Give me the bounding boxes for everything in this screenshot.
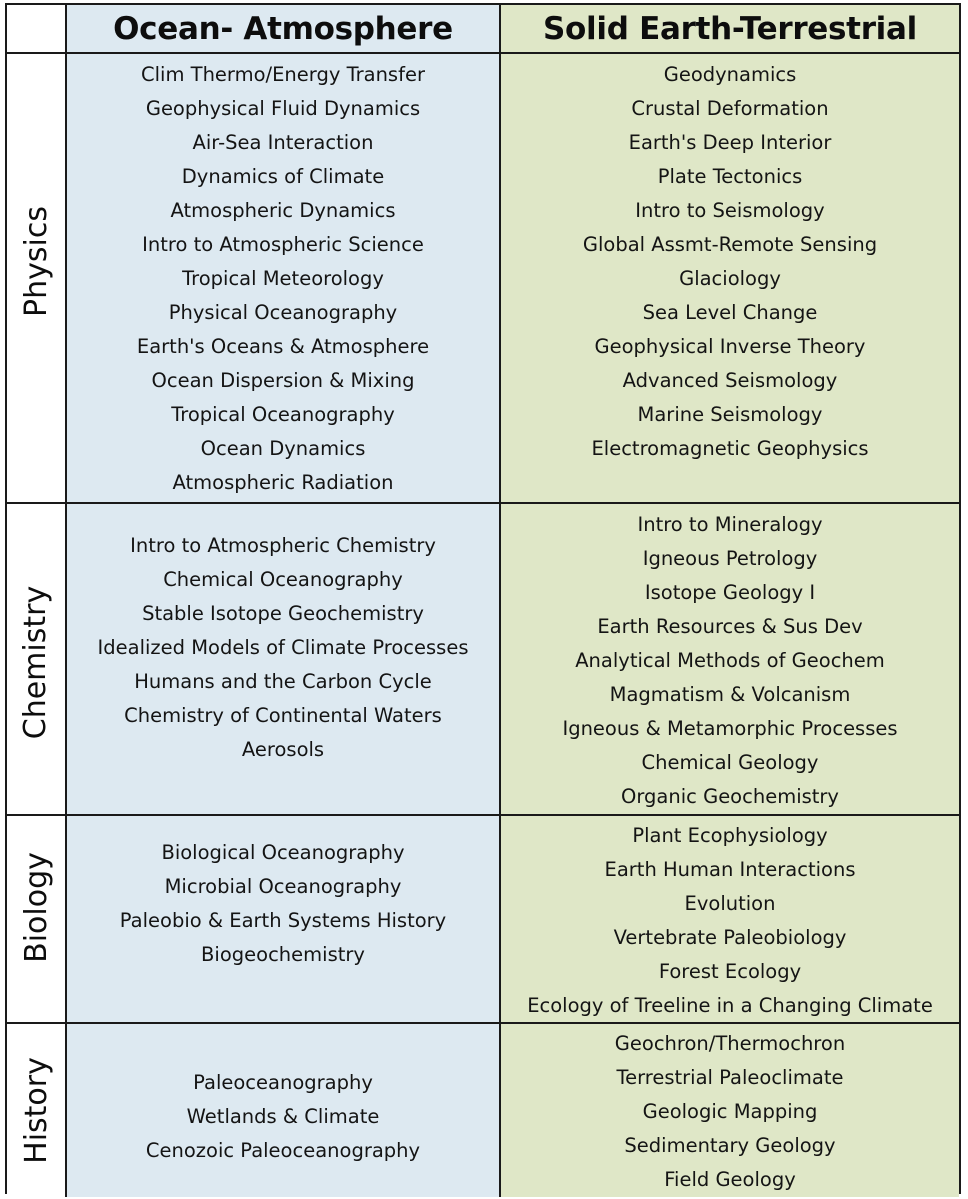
row-label-chemistry	[7, 504, 67, 816]
course-item: Sea Level Change	[642, 301, 818, 324]
history-ocean-courses	[67, 1024, 501, 1197]
course-item: Cenozoic Paleoceanography	[145, 1138, 421, 1162]
course-item: Wetlands & Climate	[186, 1104, 380, 1128]
course-item: Organic Geochemistry	[621, 785, 839, 808]
course-item: Electromagnetic Geophysics	[591, 437, 869, 460]
course-item: Geochron/Thermochron	[614, 1032, 846, 1055]
course-item: Isotope Geology I	[644, 581, 816, 604]
course-item: Plate Tectonics	[657, 165, 803, 188]
course-item: Igneous Petrology	[642, 547, 818, 570]
course-item: Paleobio & Earth Systems History	[119, 909, 447, 932]
course-item: Plant Ecophysiology	[632, 824, 828, 847]
course-item: Geophysical Inverse Theory	[594, 335, 866, 358]
course-item: Physical Oceanography	[168, 301, 398, 324]
header-ocean-atmosphere: Ocean- Atmosphere	[67, 5, 501, 54]
course-item: Biological Oceanography	[161, 841, 405, 864]
course-item: Crustal Deformation	[631, 97, 829, 120]
chemistry-earth-courses	[501, 504, 959, 816]
course-item: Intro to Atmospheric Chemistry	[130, 534, 436, 557]
course-item: Dynamics of Climate	[181, 165, 385, 188]
chemistry-ocean-courses	[67, 504, 501, 816]
course-item: Vertebrate Paleobiology	[613, 926, 847, 949]
course-item: Magmatism & Volcanism	[609, 683, 851, 706]
row-label-biology	[7, 816, 67, 1024]
course-item: Microbial Oceanography	[164, 875, 402, 898]
course-item: Air-Sea Interaction	[192, 131, 374, 154]
course-item: Earth Human Interactions	[604, 858, 856, 881]
course-table	[5, 3, 961, 1194]
course-item: Aerosols	[241, 738, 325, 761]
course-item: Idealized Models of Climate Processes	[97, 636, 469, 659]
row-label-text: Physics	[18, 205, 54, 317]
physics-earth-courses	[501, 54, 959, 504]
course-item: Global Assmt-Remote Sensing	[582, 233, 878, 256]
course-item: Advanced Seismology	[622, 369, 838, 392]
course-item: Intro to Seismology	[635, 199, 825, 222]
course-item: Tropical Meteorology	[182, 267, 384, 290]
physics-ocean-courses	[67, 54, 501, 504]
course-item: Forest Ecology	[658, 960, 802, 983]
biology-earth-courses	[501, 816, 959, 1024]
course-item: Geologic Mapping	[642, 1100, 818, 1123]
header-solid-earth-terrestrial: Solid Earth-Terrestrial	[501, 5, 959, 54]
corner-cell	[7, 5, 67, 54]
history-earth-courses	[501, 1024, 959, 1197]
course-item: Geodynamics	[663, 63, 797, 86]
course-item: Igneous & Metamorphic Processes	[562, 717, 898, 740]
course-item: Terrestrial Paleoclimate	[616, 1066, 844, 1089]
course-item: Chemistry of Continental Waters	[124, 704, 442, 727]
row-label-history	[7, 1024, 67, 1197]
course-item: Biogeochemistry	[201, 943, 365, 966]
course-item: Humans and the Carbon Cycle	[134, 670, 432, 693]
row-label-text: Biology	[18, 851, 54, 963]
course-item: Analytical Methods of Geochem	[575, 649, 885, 672]
row-label-text: History	[18, 1057, 54, 1164]
course-item: Paleoceanography	[193, 1070, 373, 1094]
course-item: Stable Isotope Geochemistry	[142, 602, 424, 625]
course-item: Atmospheric Radiation	[172, 471, 394, 494]
course-item: Chemical Oceanography	[163, 568, 403, 591]
course-item: Intro to Mineralogy	[637, 513, 823, 536]
course-item: Marine Seismology	[637, 403, 823, 426]
course-item: Clim Thermo/Energy Transfer	[141, 63, 425, 86]
course-item: Tropical Oceanography	[171, 403, 395, 426]
course-item: Field Geology	[664, 1168, 796, 1191]
row-label-text: Chemistry	[18, 585, 54, 739]
course-item: Intro to Atmospheric Science	[142, 233, 424, 256]
course-item: Glaciology	[679, 267, 781, 290]
course-item: Earth's Deep Interior	[628, 131, 832, 154]
course-item: Sedimentary Geology	[624, 1134, 836, 1157]
course-item: Ocean Dynamics	[200, 437, 366, 460]
course-item: Earth Resources & Sus Dev	[597, 615, 863, 638]
course-item: Ecology of Treeline in a Changing Climate	[527, 994, 933, 1017]
course-item: Evolution	[684, 892, 776, 915]
course-item: Chemical Geology	[641, 751, 819, 774]
row-label-physics	[7, 54, 67, 504]
course-item: Earth's Oceans & Atmosphere	[136, 335, 430, 358]
course-item: Ocean Dispersion & Mixing	[151, 369, 415, 392]
course-item: Geophysical Fluid Dynamics	[145, 97, 421, 120]
course-item: Atmospheric Dynamics	[170, 199, 396, 222]
biology-ocean-courses	[67, 816, 501, 1024]
